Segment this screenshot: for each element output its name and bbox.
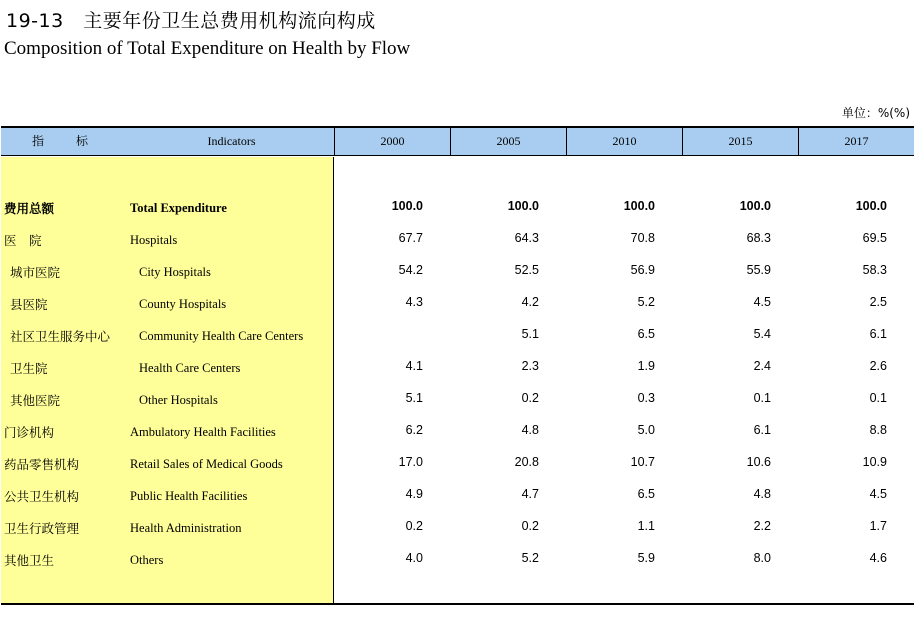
value-cell: 8.0: [753, 551, 771, 565]
row-label-cn: 公共卫生机构: [4, 489, 80, 504]
value-cell: 2.2: [753, 519, 771, 533]
value-cell: 5.0: [637, 423, 655, 437]
row-label-en: Health Administration: [130, 521, 242, 535]
value-cell: 0.1: [753, 391, 771, 405]
page-title-en: Composition of Total Expenditure on Health by Flow: [4, 38, 411, 59]
row-label-en: City Hospitals: [139, 265, 211, 279]
value-cell: 0.2: [521, 391, 539, 405]
value-cell: 1.7: [869, 519, 887, 533]
row-label-cn: 县医院: [10, 297, 48, 312]
value-cell: 4.3: [405, 295, 423, 309]
row-label-cn: 城市医院: [10, 265, 61, 280]
value-cell: 4.6: [869, 551, 887, 565]
value-cell: 4.1: [405, 359, 423, 373]
value-cell: 56.9: [630, 263, 655, 277]
value-cell: 6.2: [405, 423, 423, 437]
value-cell: 5.1: [405, 391, 423, 405]
row-label-en: Other Hospitals: [139, 393, 218, 407]
row-label-cn: 社区卫生服务中心: [10, 329, 111, 344]
row-label-en: Public Health Facilities: [130, 489, 248, 503]
table-row: [1, 487, 914, 519]
row-label-en: Hospitals: [130, 233, 178, 247]
value-cell: 10.9: [862, 455, 887, 469]
row-label-en: Total Expenditure: [130, 201, 227, 215]
table-row: [1, 359, 914, 391]
value-cell: 2.6: [869, 359, 887, 373]
value-cell: 8.8: [869, 423, 887, 437]
table-row: [1, 327, 914, 359]
value-cell: 70.8: [630, 231, 655, 245]
row-label-cn: 卫生院: [10, 361, 48, 376]
header-year: 2005: [450, 128, 566, 155]
row-label-en: Health Care Centers: [139, 361, 241, 375]
value-cell: 64.3: [514, 231, 539, 245]
value-cell: 52.5: [514, 263, 539, 277]
value-cell: 5.1: [521, 327, 539, 341]
row-label-cn: 其他医院: [10, 393, 61, 408]
value-cell: 1.1: [637, 519, 655, 533]
row-label-cn: 药品零售机构: [4, 457, 80, 472]
row-label-cn: 医 院: [4, 233, 42, 248]
value-cell: 5.4: [753, 327, 771, 341]
value-cell: 6.5: [637, 327, 655, 341]
value-cell: 4.2: [521, 295, 539, 309]
value-cell: 4.5: [869, 487, 887, 501]
unit-label: 单位：%(%): [841, 106, 910, 120]
table-row: [1, 391, 914, 423]
value-cell: 2.3: [521, 359, 539, 373]
header-year: 2010: [566, 128, 682, 155]
value-cell: 55.9: [746, 263, 771, 277]
header-indicator-cn: 指 标: [31, 134, 98, 148]
value-cell: 10.6: [746, 455, 771, 469]
header-year: 2015: [682, 128, 798, 155]
value-cell: 6.5: [637, 487, 655, 501]
row-label-cn: 门诊机构: [4, 425, 55, 440]
row-label-en: County Hospitals: [139, 297, 227, 311]
value-cell: 4.0: [405, 551, 423, 565]
value-cell: 6.1: [753, 423, 771, 437]
value-cell: 2.4: [753, 359, 771, 373]
row-label-en: Retail Sales of Medical Goods: [130, 457, 283, 471]
value-cell: 68.3: [746, 231, 771, 245]
value-cell: 0.1: [869, 391, 887, 405]
page-title-cn: 19-13 主要年份卫生总费用机构流向构成: [6, 10, 376, 32]
value-cell: 20.8: [514, 455, 539, 469]
table-header: [1, 128, 914, 156]
value-cell: 100.0: [855, 199, 887, 213]
value-cell: 5.9: [637, 551, 655, 565]
value-cell: 0.2: [405, 519, 423, 533]
value-cell: 100.0: [739, 199, 771, 213]
value-cell: 5.2: [637, 295, 655, 309]
row-label-cn: 卫生行政管理: [4, 521, 80, 536]
value-cell: 100.0: [623, 199, 655, 213]
row-label-cn: 费用总额: [4, 201, 55, 216]
value-cell: 69.5: [862, 231, 887, 245]
row-label-cn: 其他卫生: [4, 553, 55, 568]
value-cell: 54.2: [398, 263, 423, 277]
value-cell: 4.8: [521, 423, 539, 437]
value-cell: 100.0: [507, 199, 539, 213]
value-cell: 2.5: [869, 295, 887, 309]
table-row: [1, 263, 914, 295]
table-row: [1, 455, 914, 487]
row-label-en: Ambulatory Health Facilities: [130, 425, 276, 439]
table-row: [1, 199, 914, 231]
value-cell: 1.9: [637, 359, 655, 373]
value-cell: 4.8: [753, 487, 771, 501]
header-year: 2017: [798, 128, 914, 155]
data-table: [1, 126, 914, 606]
value-cell: 4.9: [405, 487, 423, 501]
value-cell: 4.7: [521, 487, 539, 501]
value-cell: 6.1: [869, 327, 887, 341]
value-cell: 67.7: [398, 231, 423, 245]
value-cell: 5.2: [521, 551, 539, 565]
table-bottom-rule: [1, 603, 914, 605]
value-cell: 0.3: [637, 391, 655, 405]
value-cell: 17.0: [398, 455, 423, 469]
row-label-en: Others: [130, 553, 164, 567]
value-cell: 4.5: [753, 295, 771, 309]
value-cell: 0.2: [521, 519, 539, 533]
table-row: [1, 519, 914, 551]
value-cell: 58.3: [862, 263, 887, 277]
header-year: 2000: [334, 128, 450, 155]
table-row: [1, 295, 914, 327]
row-label-en: Community Health Care Centers: [139, 329, 304, 343]
header-indicator-en: Indicators: [207, 134, 256, 148]
value-cell: 100.0: [391, 199, 423, 213]
table-row: [1, 231, 914, 263]
table-row: [1, 423, 914, 455]
table-row: [1, 551, 914, 583]
value-cell: 10.7: [630, 455, 655, 469]
